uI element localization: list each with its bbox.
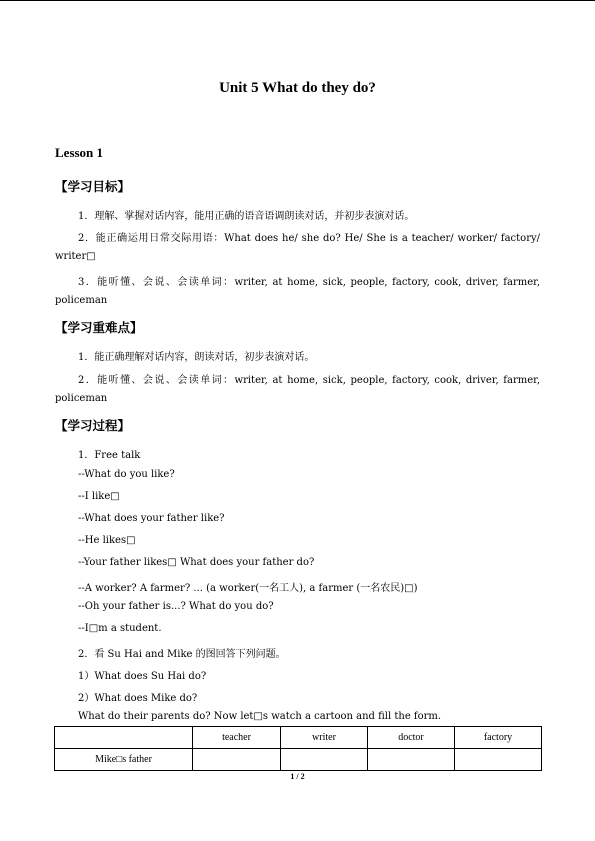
- process-line: --He likes□: [78, 535, 136, 546]
- process-line: --What do you like?: [78, 469, 175, 480]
- parents-job-form: [54, 726, 542, 771]
- page-top-border: [0, 0, 595, 1]
- goals-item-3-text: 3．能听懂、会说、会读单词：writer, at home, sick, people, factory, cook, driver, farmer,: [78, 277, 540, 288]
- table-cell[interactable]: [281, 749, 368, 771]
- document-title: Unit 5 What do they do?: [219, 80, 376, 96]
- table-header-cell: factory: [455, 727, 542, 749]
- process-line: 1．Free talk: [78, 450, 141, 461]
- lesson-heading: Lesson 1: [55, 145, 104, 160]
- key-points-heading: 【学习重难点】: [55, 320, 143, 335]
- table-header-cell: doctor: [368, 727, 455, 749]
- key-points-item-2-line-2: policeman: [55, 393, 108, 404]
- table-header-cell: writer: [281, 727, 368, 749]
- key-points-item-2-text: 2．能听懂、会说、会读单词：writer, at home, sick, people, factory, cook, driver, farmer,: [78, 375, 540, 386]
- key-points-item-1: 1．能正确理解对话内容，朗读对话，初步表演对话。: [78, 352, 315, 363]
- process-line: --I like□: [78, 491, 120, 502]
- process-line: --I□m a student.: [78, 623, 162, 634]
- process-line: 1）What does Su Hai do?: [78, 671, 207, 682]
- process-line: 2．看 Su Hai and Mike 的图回答下列问题。: [78, 649, 286, 660]
- table-cell[interactable]: [368, 749, 455, 771]
- table-cell: Mike□s father: [55, 749, 193, 771]
- goals-item-3-line-2: policeman: [55, 295, 108, 306]
- goals-heading: 【学习目标】: [55, 179, 131, 194]
- process-line: --What does your father like?: [78, 513, 225, 524]
- goals-item-3-line-1: [55, 273, 540, 288]
- table-cell[interactable]: [193, 749, 281, 771]
- page-number: 1 / 2: [290, 772, 305, 781]
- process-line: --A worker? A farmer? ... (a worker(一名工人), a farmer (一名农民)□): [78, 583, 418, 594]
- table-cell[interactable]: [455, 749, 542, 771]
- table-header-cell: [55, 727, 193, 749]
- table-row: [55, 749, 542, 771]
- process-line: What do their parents do? Now let□s watch a cartoon and fill the form.: [78, 711, 442, 722]
- goals-item-2-line-2: writer□: [55, 251, 96, 262]
- process-line: --Your father likes□ What does your father do?: [78, 557, 315, 568]
- table-header-cell: teacher: [193, 727, 281, 749]
- key-points-item-2-line-1: [55, 371, 540, 386]
- goals-item-2-line-1: [55, 229, 540, 244]
- process-line: 2）What does Mike do?: [78, 693, 198, 704]
- goals-item-2-text: 2．能正确运用日常交际用语：What does he/ she do? He/ She is a teacher/ worker/ factory/: [78, 233, 540, 244]
- process-line: --Oh your father is...? What do you do?: [78, 601, 274, 612]
- table-header-row: [55, 727, 542, 749]
- process-heading: 【学习过程】: [55, 418, 131, 433]
- goals-item-1: 1．理解、掌握对话内容，能用正确的语音语调朗读对话，并初步表演对话。: [78, 211, 415, 222]
